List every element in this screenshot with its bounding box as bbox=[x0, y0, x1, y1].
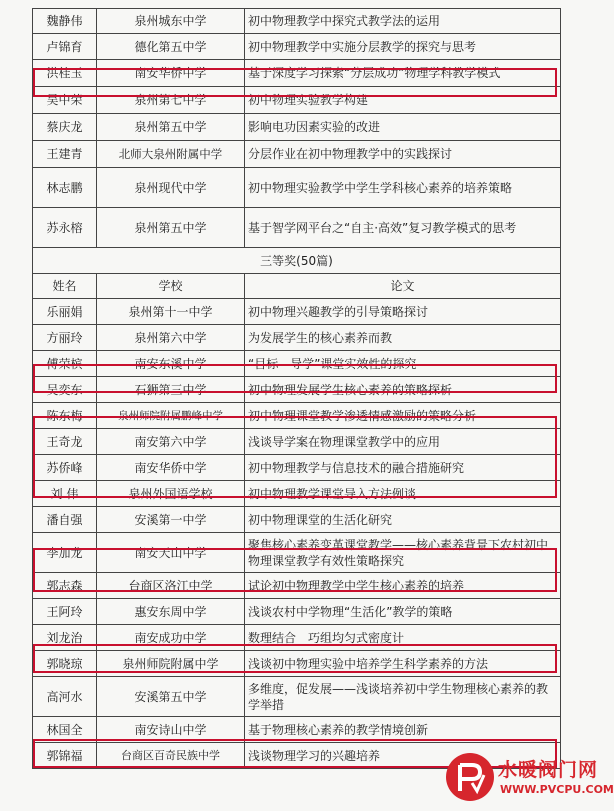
teacher-name: 刘 伟 bbox=[33, 481, 97, 507]
table-row bbox=[33, 208, 561, 248]
school-name: 泉州城东中学 bbox=[97, 9, 245, 34]
school-name: 石狮第三中学 bbox=[97, 377, 245, 403]
section-row bbox=[33, 248, 561, 274]
table-row bbox=[33, 60, 561, 87]
paper-title: 试论初中物理教学中学生核心素养的培养 bbox=[245, 573, 561, 599]
column-header-row bbox=[33, 274, 561, 299]
table-row bbox=[33, 651, 561, 677]
table-row bbox=[33, 625, 561, 651]
teacher-name: 卢锦育 bbox=[33, 34, 97, 60]
teacher-name: 郭晓琼 bbox=[33, 651, 97, 677]
teacher-name: 林国全 bbox=[33, 717, 97, 743]
table-row bbox=[33, 429, 561, 455]
watermark-title: 水暖阀门网 bbox=[498, 759, 599, 781]
paper-title: 初中物理课堂教学渗透情感激励的策略分析 bbox=[245, 403, 561, 429]
table-row bbox=[33, 599, 561, 625]
paper-title: 初中物理兴趣教学的引导策略探讨 bbox=[245, 299, 561, 325]
paper-title: 影响电功因素实验的改进 bbox=[245, 114, 561, 141]
teacher-name: 刘龙治 bbox=[33, 625, 97, 651]
paper-title: 初中物理教学中探究式教学法的运用 bbox=[245, 9, 561, 34]
paper-title: 为发展学生的核心素养而教 bbox=[245, 325, 561, 351]
school-name: 惠安东周中学 bbox=[97, 599, 245, 625]
paper-title: 初中物理发展学生核心素养的策略探析 bbox=[245, 377, 561, 403]
column-header-paper: 论文 bbox=[245, 274, 561, 299]
school-name: 安溪第一中学 bbox=[97, 507, 245, 533]
paper-title: 浅谈初中物理实验中培养学生科学素养的方法 bbox=[245, 651, 561, 677]
paper-title: 基于深度学习探索“分层成功”物理学科教学模式 bbox=[245, 60, 561, 87]
teacher-name: 高河水 bbox=[33, 677, 97, 717]
teacher-name: 方丽玲 bbox=[33, 325, 97, 351]
school-name: 泉州师院附属鹏峰中学 bbox=[97, 403, 245, 429]
teacher-name: 乐丽娟 bbox=[33, 299, 97, 325]
watermark bbox=[446, 749, 614, 809]
table-row bbox=[33, 325, 561, 351]
pv-logo-icon bbox=[446, 753, 494, 801]
paper-title: 多维度，促发展——浅谈培养初中学生物理核心素养的教学举措 bbox=[245, 677, 561, 717]
teacher-name: 李加龙 bbox=[33, 533, 97, 573]
table-row bbox=[33, 507, 561, 533]
teacher-name: 陈东梅 bbox=[33, 403, 97, 429]
school-name: 台商区洛江中学 bbox=[97, 573, 245, 599]
school-name: 泉州师院附属中学 bbox=[97, 651, 245, 677]
paper-title: 浅谈导学案在物理课堂教学中的应用 bbox=[245, 429, 561, 455]
column-header-name: 姓名 bbox=[33, 274, 97, 299]
school-name: 南安诗山中学 bbox=[97, 717, 245, 743]
paper-title: 浅谈物理学习的兴趣培养 bbox=[245, 743, 561, 769]
paper-title: 初中物理教学与信息技术的融合措施研究 bbox=[245, 455, 561, 481]
table-row bbox=[33, 114, 561, 141]
school-name: 德化第五中学 bbox=[97, 34, 245, 60]
teacher-name: 洪桂玉 bbox=[33, 60, 97, 87]
school-name: 泉州第七中学 bbox=[97, 87, 245, 114]
table-row bbox=[33, 717, 561, 743]
award-table bbox=[32, 8, 561, 769]
table-row bbox=[33, 377, 561, 403]
school-name: 泉州第十一中学 bbox=[97, 299, 245, 325]
teacher-name: 魏静伟 bbox=[33, 9, 97, 34]
watermark-url: WWW.PVCPU.COM bbox=[500, 783, 614, 796]
school-name: 安溪第五中学 bbox=[97, 677, 245, 717]
teacher-name: 王阿玲 bbox=[33, 599, 97, 625]
teacher-name: 林志鹏 bbox=[33, 168, 97, 208]
school-name: 北师大泉州附属中学 bbox=[97, 141, 245, 168]
paper-title: 基于物理核心素养的教学情境创新 bbox=[245, 717, 561, 743]
teacher-name: 苏永榕 bbox=[33, 208, 97, 248]
paper-title: 聚焦核心素养变革课堂教学——核心素养背景下农村初中物理课堂教学有效性策略探究 bbox=[245, 533, 561, 573]
school-name: 泉州第五中学 bbox=[97, 114, 245, 141]
paper-title: 初中物理实验教学中学生学科核心素养的培养策略 bbox=[245, 168, 561, 208]
table-row bbox=[33, 403, 561, 429]
teacher-name: 吴奕东 bbox=[33, 377, 97, 403]
paper-title: 数理结合 巧组均匀式密度计 bbox=[245, 625, 561, 651]
school-name: 南安华侨中学 bbox=[97, 60, 245, 87]
school-name: 泉州现代中学 bbox=[97, 168, 245, 208]
teacher-name: 苏侨峰 bbox=[33, 455, 97, 481]
table-row bbox=[33, 87, 561, 114]
teacher-name: 王建青 bbox=[33, 141, 97, 168]
school-name: 泉州外国语学校 bbox=[97, 481, 245, 507]
paper-title: 初中物理教学课堂导入方法例谈 bbox=[245, 481, 561, 507]
table-row bbox=[33, 481, 561, 507]
table-row bbox=[33, 533, 561, 573]
teacher-name: 蔡庆龙 bbox=[33, 114, 97, 141]
teacher-name: 傅荣槟 bbox=[33, 351, 97, 377]
paper-title: “目标—导学”课堂实效性的探究 bbox=[245, 351, 561, 377]
teacher-name: 郭锦福 bbox=[33, 743, 97, 769]
table-row bbox=[33, 677, 561, 717]
table-row bbox=[33, 34, 561, 60]
column-header-school: 学校 bbox=[97, 274, 245, 299]
teacher-name: 郭志森 bbox=[33, 573, 97, 599]
school-name: 泉州第五中学 bbox=[97, 208, 245, 248]
table-row bbox=[33, 168, 561, 208]
school-name: 南安东溪中学 bbox=[97, 351, 245, 377]
table-row bbox=[33, 351, 561, 377]
school-name: 南安华侨中学 bbox=[97, 455, 245, 481]
paper-title: 初中物理教学中实施分层教学的探究与思考 bbox=[245, 34, 561, 60]
paper-title: 浅谈农村中学物理“生活化”教学的策略 bbox=[245, 599, 561, 625]
school-name: 南安第六中学 bbox=[97, 429, 245, 455]
teacher-name: 吴中荣 bbox=[33, 87, 97, 114]
school-name: 泉州第六中学 bbox=[97, 325, 245, 351]
teacher-name: 潘自强 bbox=[33, 507, 97, 533]
teacher-name: 王奇龙 bbox=[33, 429, 97, 455]
table-row bbox=[33, 299, 561, 325]
school-name: 南安成功中学 bbox=[97, 625, 245, 651]
paper-title: 基于智学网平台之“自主·高效”复习教学模式的思考 bbox=[245, 208, 561, 248]
paper-title: 初中物理课堂的生活化研究 bbox=[245, 507, 561, 533]
table-row bbox=[33, 9, 561, 34]
paper-title: 初中物理实验教学构建 bbox=[245, 87, 561, 114]
table-row bbox=[33, 141, 561, 168]
school-name: 台商区百奇民族中学 bbox=[97, 743, 245, 769]
school-name: 南安天山中学 bbox=[97, 533, 245, 573]
table-row bbox=[33, 573, 561, 599]
paper-title: 分层作业在初中物理教学中的实践探讨 bbox=[245, 141, 561, 168]
table-row bbox=[33, 455, 561, 481]
section-title: 三等奖(50篇) bbox=[33, 248, 561, 274]
